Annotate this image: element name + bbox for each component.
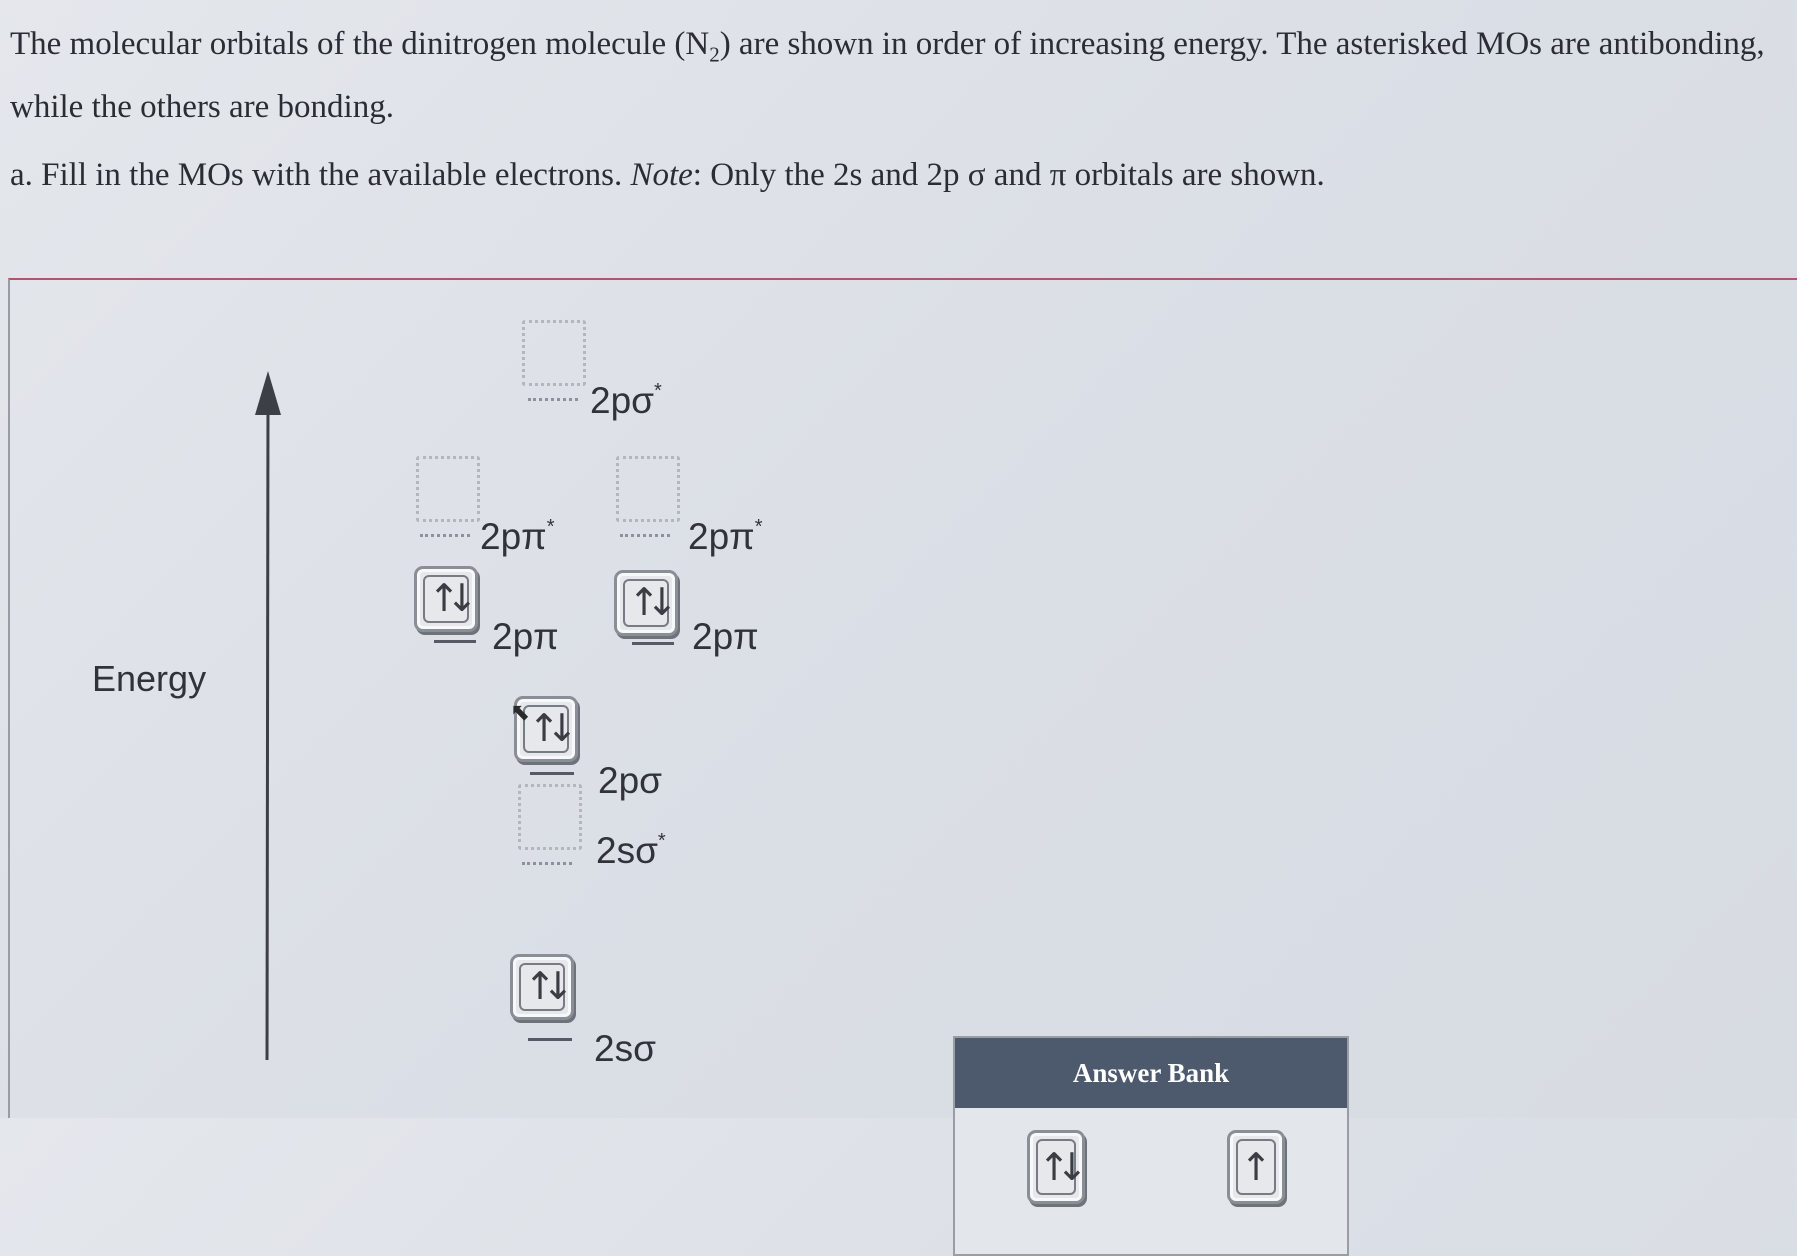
electron-pair-tile[interactable]: ↑↓ (414, 566, 478, 632)
note-label: Note (630, 156, 693, 193)
energy-level-line (632, 642, 674, 645)
energy-level-line (528, 398, 578, 401)
answer-electron-pair-tile[interactable]: ↑↓ (1027, 1130, 1085, 1204)
energy-level-line (420, 534, 470, 537)
orbital-drop-slot[interactable] (518, 784, 582, 850)
orbital-drop-slot[interactable] (416, 456, 480, 522)
subscript-2: 2 (709, 42, 720, 67)
energy-level-line (522, 862, 572, 865)
question-text (10, 18, 1770, 201)
part-a-instructions: a. Fill in the MOs with the available electrons. Note: Only the 2s and 2p σ and π orbitals are shown. (10, 156, 1325, 193)
electron-pair-tile[interactable]: ↑↓ (510, 954, 574, 1020)
energy-level-line (530, 772, 574, 775)
electron-pair-tile[interactable]: ↑↓ (614, 570, 678, 636)
orbital-label: 2sσ (594, 1028, 656, 1069)
energy-axis-label: Energy (92, 658, 207, 699)
orbital-label: 2pπ* (688, 516, 763, 557)
energy-arrow (10, 280, 310, 1060)
energy-level-line (528, 1038, 572, 1041)
electron-pair-tile[interactable]: ↑↓ (514, 696, 578, 762)
energy-level-line (620, 534, 670, 537)
orbital-label: 2pσ* (590, 380, 662, 421)
orbital-label: 2pπ* (480, 516, 555, 557)
orbital-drop-slot[interactable] (522, 320, 586, 386)
orbital-label: 2pσ (598, 760, 662, 801)
intro-paragraph: The molecular orbitals of the dinitrogen molecule $(N_2)$ are shown in order of increasing energy. The asterisked MOs are antibonding, while the others are bonding. (10, 26, 1765, 125)
answer-bank (953, 1036, 1349, 1256)
orbital-label: 2pπ (692, 616, 759, 657)
answer-bank-title: Answer Bank (955, 1038, 1347, 1108)
orbital-label: 2sσ* (596, 830, 666, 871)
mouse-cursor-icon: ⬉ (510, 698, 531, 726)
answer-single-electron-tile[interactable]: ↑ (1227, 1130, 1285, 1204)
orbital-label: 2pπ (492, 616, 559, 657)
orbital-drop-slot[interactable] (616, 456, 680, 522)
energy-level-line (434, 640, 476, 643)
mo-diagram-panel (8, 278, 1797, 1189)
